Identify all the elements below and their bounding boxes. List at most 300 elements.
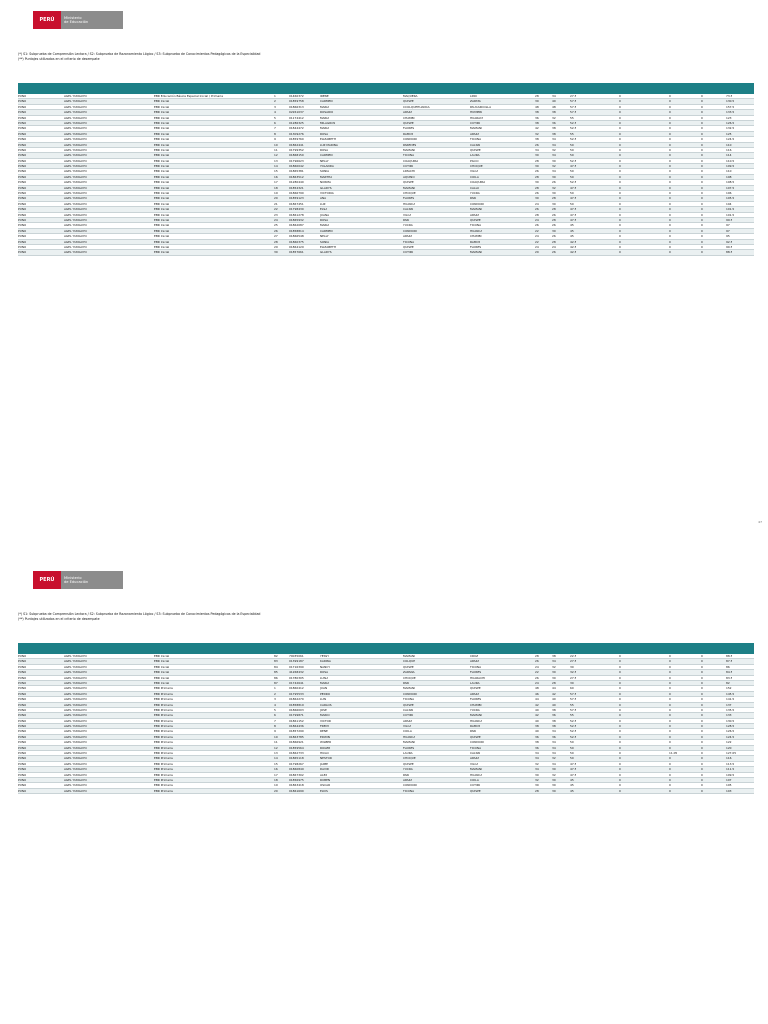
cell-region: PUNO [18,110,27,115]
cell-apellido-materno: YUCRA [470,707,480,712]
cell-s1: 26 [535,169,539,174]
cell-modalidad: EBR Primaria [154,718,173,723]
cell-region: PUNO [18,126,27,131]
cell-nombres: RUBEN [320,777,331,782]
cell-apellido-materno: CUTIPA [470,783,481,788]
cell-ugel: AGEL YUNGUYO [64,670,87,675]
cell-s3: 42.5 [570,239,577,244]
cell-nombres: FREDY [320,724,330,729]
cell-apellido-materno: CALSIN [470,142,481,147]
cell-apellido-paterno: ZAPANA [403,670,415,675]
cell-modalidad: EBR Inicial [154,250,170,255]
cell-region: PUNO [18,104,27,109]
cell-dni: 01865118 [289,756,304,761]
cell-bonif-3: 0 [701,777,703,782]
cell-apellido-materno: RAMOS [470,724,481,729]
cell-s2: 28 [552,196,556,201]
cell-s1: 24 [535,201,539,206]
cell-region: PUNO [18,670,27,675]
cell-modalidad: EBR Inicial [154,104,170,109]
cell-total: 116 [726,147,732,152]
cell-orden: 19 [274,191,278,196]
cell-total: 87.5 [726,659,733,664]
cell-bonif-2: 0 [669,691,671,696]
cell-nombres: SONIA [320,239,330,244]
cell-apellido-paterno: QUISPE [403,761,414,766]
table-header-bar [18,83,754,94]
cell-bonif-1: 0 [619,94,621,98]
cell-apellido-materno: APAZA [470,131,480,136]
cell-total: 128.5 [726,724,735,729]
cell-bonif-1: 0 [619,115,621,120]
cell-s2: 34 [552,142,556,147]
cell-apellido-paterno: COILA [403,729,412,734]
cell-dni: 01857290 [289,729,304,734]
cell-bonif-3: 0 [701,164,703,169]
cell-s2: 42 [552,691,556,696]
cell-s1: 28 [535,185,539,190]
cell-total: 132.5 [726,126,735,131]
cell-s2: 30 [552,174,556,179]
cell-bonif-1: 0 [619,777,621,782]
cell-total: 107 [726,777,732,782]
cell-ugel: AGEL YUNGUYO [64,191,87,196]
cell-modalidad: EBR Educación Básica Especial Inicial / Primaria [154,94,223,98]
cell-ugel: AGEL YUNGUYO [64,126,87,131]
cell-bonif-1: 0 [619,207,621,212]
cell-s3: 47.5 [570,212,577,217]
cell-orden: 28 [274,239,278,244]
cell-nombres: ROSA [320,147,329,152]
cell-bonif-2: 0 [669,718,671,723]
cell-bonif-2: 0 [669,767,671,772]
cell-bonif-3: 0 [701,131,703,136]
cell-modalidad: EBR Inicial [154,680,170,685]
cell-dni: 02261037 [289,110,304,115]
cell-modalidad: EBR Primaria [154,686,173,691]
cell-orden: 1 [274,94,276,98]
cell-apellido-paterno: HUANCA [403,734,416,739]
cell-ugel: AGEL YUNGUYO [64,788,87,793]
cell-nombres: MARIA [320,680,330,685]
table-header-bar [18,643,754,654]
cell-dni: 01859760 [289,137,304,142]
cell-ugel: AGEL YUNGUYO [64,169,87,174]
cell-bonif-3: 0 [701,713,703,718]
cell-bonif-2: 0 [669,147,671,152]
cell-s2: 32 [552,185,556,190]
cell-bonif-1: 0 [619,217,621,222]
cell-apellido-materno: MAMANI [470,207,482,212]
cell-s1: 30 [535,772,539,777]
cell-modalidad: EBR Inicial [154,120,170,125]
cell-dni: 01861152 [289,718,304,723]
cell-total: 126.5 [726,729,735,734]
cell-modalidad: EBR Inicial [154,664,170,669]
cell-nombres: JUANA [320,212,330,217]
cell-ugel: AGEL YUNGUYO [64,228,87,233]
cell-bonif-1: 0 [619,169,621,174]
cell-total: 107.5 [726,185,735,190]
cell-bonif-1: 0 [619,702,621,707]
cell-s2: 26 [552,234,556,239]
cell-bonif-2: 0 [669,686,671,691]
cell-s3: 45 [570,788,574,793]
cell-bonif-1: 0 [619,729,621,734]
cell-ugel: AGEL YUNGUYO [64,158,87,163]
cell-s3: 47.5 [570,772,577,777]
cell-nombres: HUGO [320,751,329,756]
cell-s1: 28 [535,174,539,179]
cell-orden: 17 [274,180,278,185]
cell-total: 88.5 [726,250,733,255]
cell-dni: 01862441 [289,142,304,147]
cell-s1: 38 [535,110,539,115]
cell-region: PUNO [18,142,27,147]
cell-total: 106 [726,191,732,196]
cell-orden: 26 [274,228,278,233]
cell-total: 152 [726,686,732,691]
cell-total: 116 [726,756,732,761]
cell-orden: 21 [274,201,278,206]
cell-apellido-paterno: CHOQUE [403,675,416,680]
cell-s1: 44 [535,697,539,702]
cell-s3: 55 [570,713,574,718]
cell-total: 108.5 [726,180,735,185]
cell-modalidad: EBR Primaria [154,702,173,707]
cell-ugel: AGEL YUNGUYO [64,713,87,718]
cell-dni: 01862270 [289,697,304,702]
cell-s1: 34 [535,767,539,772]
cell-apellido-materno: VILCA [470,169,479,174]
cell-apellido-paterno: FLORES [403,745,415,750]
cell-modalidad: EBR Inicial [154,169,170,174]
minedu-logo [33,11,123,29]
cell-total: 133.5 [726,110,735,115]
cell-apellido-materno: LAURA [470,153,480,158]
cell-bonif-2: 0 [669,131,671,136]
cell-orden: 20 [274,788,278,793]
cell-nombres: VICTOR [320,718,331,723]
cell-s2: 28 [552,239,556,244]
cell-bonif-1: 0 [619,142,621,147]
cell-bonif-3: 0 [701,201,703,206]
cell-s3: 55 [570,115,574,120]
cell-orden: 13 [274,158,278,163]
cell-apellido-materno: QUISPE [470,686,481,691]
cell-s2: 34 [552,153,556,158]
cell-modalidad: EBR Primaria [154,691,173,696]
cell-modalidad: EBR Primaria [154,707,173,712]
cell-s3: 60 [570,686,574,691]
cell-bonif-1: 0 [619,659,621,664]
cell-region: PUNO [18,207,27,212]
cell-apellido-materno: VILCA [470,761,479,766]
cell-s1: 26 [535,191,539,196]
cell-bonif-2: 0 [669,217,671,222]
cell-s3: 52.5 [570,126,577,131]
cell-bonif-3: 0 [701,239,703,244]
cell-bonif-2: 0 [669,153,671,158]
cell-region: PUNO [18,680,27,685]
cell-s1: 26 [535,207,539,212]
cell-orden: 9 [274,729,276,734]
cell-modalidad: EBR Inicial [154,164,170,169]
cell-bonif-1: 0 [619,120,621,125]
cell-bonif-3: 0 [701,228,703,233]
cell-s2: 40 [552,697,556,702]
ministry-logo-block [61,571,123,589]
cell-s2: 30 [552,158,556,163]
cell-ugel: AGEL YUNGUYO [64,223,87,228]
cell-total: 113.5 [726,761,735,766]
cell-ugel: AGEL YUNGUYO [64,756,87,761]
cell-modalidad: EBR Inicial [154,207,170,212]
cell-s1: 42 [535,126,539,131]
cell-bonif-3: 0 [701,250,703,255]
cell-bonif-2: 0 [669,702,671,707]
cell-apellido-paterno: AQUINO [403,174,415,179]
cell-region: PUNO [18,191,27,196]
cell-bonif-3: 0 [701,126,703,131]
cell-orden: 30 [274,250,278,255]
cell-bonif-2: 0 [669,234,671,239]
cell-orden: 2 [274,691,276,696]
cell-apellido-materno: CALSIN [470,751,481,756]
cell-s3: 50 [570,745,574,750]
cell-s3: 57.5 [570,691,577,696]
results-table [18,94,754,256]
cell-s3: 22.5 [570,654,577,658]
cell-apellido-materno: HUARAYA [470,115,484,120]
cell-bonif-3: 0 [701,783,703,788]
cell-modalidad: EBR Inicial [154,234,170,239]
cell-bonif-2: 0 [669,110,671,115]
cell-nombres: MARTHA [320,174,333,179]
cell-bonif-3: 0 [701,702,703,707]
cell-s1: 32 [535,777,539,782]
cell-dni: 01863512 [289,174,304,179]
cell-s1: 22 [535,228,539,233]
cell-region: PUNO [18,718,27,723]
cell-bonif-2: 0 [669,734,671,739]
cell-region: PUNO [18,147,27,152]
cell-apellido-paterno: MAQUERA [403,94,418,98]
cell-bonif-1: 0 [619,670,621,675]
cell-apellido-materno: MAMANI [470,126,482,131]
cell-orden: 5 [274,115,276,120]
cell-bonif-1: 0 [619,654,621,658]
cell-s2: 32 [552,115,556,120]
cell-dni: 01860042 [289,164,304,169]
cell-total: 73.5 [726,94,733,98]
cell-total: 145.5 [726,691,735,696]
cell-s2: 34 [552,659,556,664]
cell-s1: 26 [535,675,539,680]
cell-s1: 30 [535,196,539,201]
cell-s3: 50 [570,147,574,152]
cell-modalidad: EBR Inicial [154,137,170,142]
cell-bonif-3: 0 [701,104,703,109]
cell-region: PUNO [18,761,27,766]
cell-bonif-1: 0 [619,751,621,756]
cell-apellido-paterno: CONDORI [403,691,417,696]
cell-bonif-2: 0 [669,174,671,179]
cell-s2: 34 [552,169,556,174]
cell-nombres: EDWIN [320,734,330,739]
cell-orden: 2 [274,99,276,104]
cell-bonif-1: 0 [619,126,621,131]
cell-bonif-1: 0 [619,745,621,750]
cell-nombres: WILBER [320,740,332,745]
cell-ugel: AGEL YUNGUYO [64,115,87,120]
cell-bonif-3: 0 [701,675,703,680]
cell-bonif-1: 0 [619,740,621,745]
cell-bonif-2: 0 [669,756,671,761]
cell-bonif-2: 0 [669,761,671,766]
cell-ugel: AGEL YUNGUYO [64,207,87,212]
cell-apellido-paterno: VILCA [403,212,412,217]
cell-bonif-3: 0 [701,244,703,249]
footnotes [18,52,260,61]
cell-bonif-1: 0 [619,697,621,702]
cell-apellido-paterno: QUISPE [403,702,414,707]
ministry-line2: de Educación [64,580,89,584]
cell-s3: 55 [570,702,574,707]
cell-nombres: ROSA [320,670,329,675]
cell-s2: 26 [552,180,556,185]
cell-s3: 50 [570,201,574,206]
cell-s3: 52.5 [570,729,577,734]
cell-dni: 01858819 [289,702,304,707]
cell-apellido-paterno: CUTIPA [403,164,414,169]
cell-modalidad: EBR Primaria [154,777,173,782]
cell-region: PUNO [18,120,27,125]
cell-ugel: AGEL YUNGUYO [64,702,87,707]
cell-s1: 24 [535,217,539,222]
cell-modalidad: EBR Primaria [154,751,173,756]
cell-apellido-paterno: PARI [403,680,410,685]
cell-bonif-2: 0 [669,740,671,745]
cell-ugel: AGEL YUNGUYO [64,686,87,691]
cell-s3: 57.5 [570,697,577,702]
cell-region: PUNO [18,158,27,163]
cell-orden: 15 [274,761,278,766]
cell-apellido-materno: QUISPE [470,734,481,739]
cell-nombres: ROGER [320,745,331,750]
cell-apellido-paterno: CONDORI [403,228,417,233]
cell-region: PUNO [18,228,27,233]
cell-s1: 30 [535,783,539,788]
cell-ugel: AGEL YUNGUYO [64,174,87,179]
cell-modalidad: EBR Inicial [154,115,170,120]
cell-dni: 01860375 [289,239,304,244]
cell-apellido-paterno: CALSIN [403,707,414,712]
cell-bonif-3: 0 [701,110,703,115]
cell-bonif-1: 0 [619,680,621,685]
cell-bonif-1: 0 [619,788,621,793]
cell-orden: 10 [274,142,278,147]
cell-nombres: GLADYS [320,250,332,255]
cell-s3: 57.5 [570,99,577,104]
cell-orden: 82 [274,654,278,658]
cell-bonif-1: 0 [619,244,621,249]
cell-bonif-2: 0 [669,196,671,201]
cell-s1: 34 [535,751,539,756]
cell-apellido-paterno: PAREDES [403,142,417,147]
cell-s2: 26 [552,250,556,255]
cell-apellido-paterno: APAZA [403,110,413,115]
cell-ugel: AGEL YUNGUYO [64,234,87,239]
cell-apellido-paterno: YUCRA [403,223,413,228]
cell-bonif-3: 0 [701,691,703,696]
cell-apellido-materno: PILCO [470,158,479,163]
cell-s2: 32 [552,147,556,152]
cell-ugel: AGEL YUNGUYO [64,164,87,169]
cell-apellido-paterno: PARI [403,217,410,222]
cell-s2: 30 [552,675,556,680]
cell-s1: 34 [535,756,539,761]
cell-apellido-paterno: CONDORI [403,783,417,788]
cell-s2: 34 [552,761,556,766]
cell-bonif-2: 0 [669,137,671,142]
cell-dni: 01863418 [289,783,304,788]
cell-region: PUNO [18,99,27,104]
cell-nombres: CARMEN [320,99,333,104]
cell-total: 110.5 [726,158,735,163]
cell-dni: 01780305 [289,675,304,680]
cell-modalidad: EBR Primaria [154,772,173,777]
cell-modalidad: EBR Inicial [154,196,170,201]
cell-s3: 45 [570,234,574,239]
cell-orden: 16 [274,767,278,772]
cell-total: 127.05 [726,751,737,756]
cell-bonif-1: 0 [619,228,621,233]
cell-nombres: CARMEN [320,228,333,233]
cell-total: 97 [726,223,730,228]
cell-region: PUNO [18,164,27,169]
cell-total: 110 [726,169,732,174]
cell-nombres: ROSA [320,217,329,222]
cell-modalidad: EBR Inicial [154,239,170,244]
cell-bonif-2: 0 [669,142,671,147]
cell-apellido-materno: MAMANI [470,250,482,255]
cell-modalidad: EBR Inicial [154,126,170,131]
cell-ugel: AGEL YUNGUYO [64,120,87,125]
cell-apellido-paterno: APAZA [403,718,413,723]
cell-s1: 24 [535,234,539,239]
cell-nombres: MARIA [320,223,330,228]
cell-modalidad: EBR Inicial [154,147,170,152]
cell-bonif-1: 0 [619,250,621,255]
cell-bonif-3: 0 [701,734,703,739]
cell-orden: 15 [274,169,278,174]
cell-s3: 52.5 [570,137,577,142]
cell-apellido-materno: CRUZ [470,654,479,658]
cell-total: 90.5 [726,244,733,249]
cell-apellido-paterno: QUISPE [403,120,414,125]
cell-s2: 38 [552,131,556,136]
cell-bonif-2: 0 [669,115,671,120]
cell-s3: 50 [570,142,574,147]
cell-bonif-3: 0 [701,686,703,691]
cell-apellido-materno: APAZA [470,691,480,696]
cell-s1: 28 [535,788,539,793]
cell-region: PUNO [18,659,27,664]
cell-bonif-3: 0 [701,137,703,142]
cell-s3: 57.5 [570,110,577,115]
cell-modalidad: EBR Inicial [154,212,170,217]
